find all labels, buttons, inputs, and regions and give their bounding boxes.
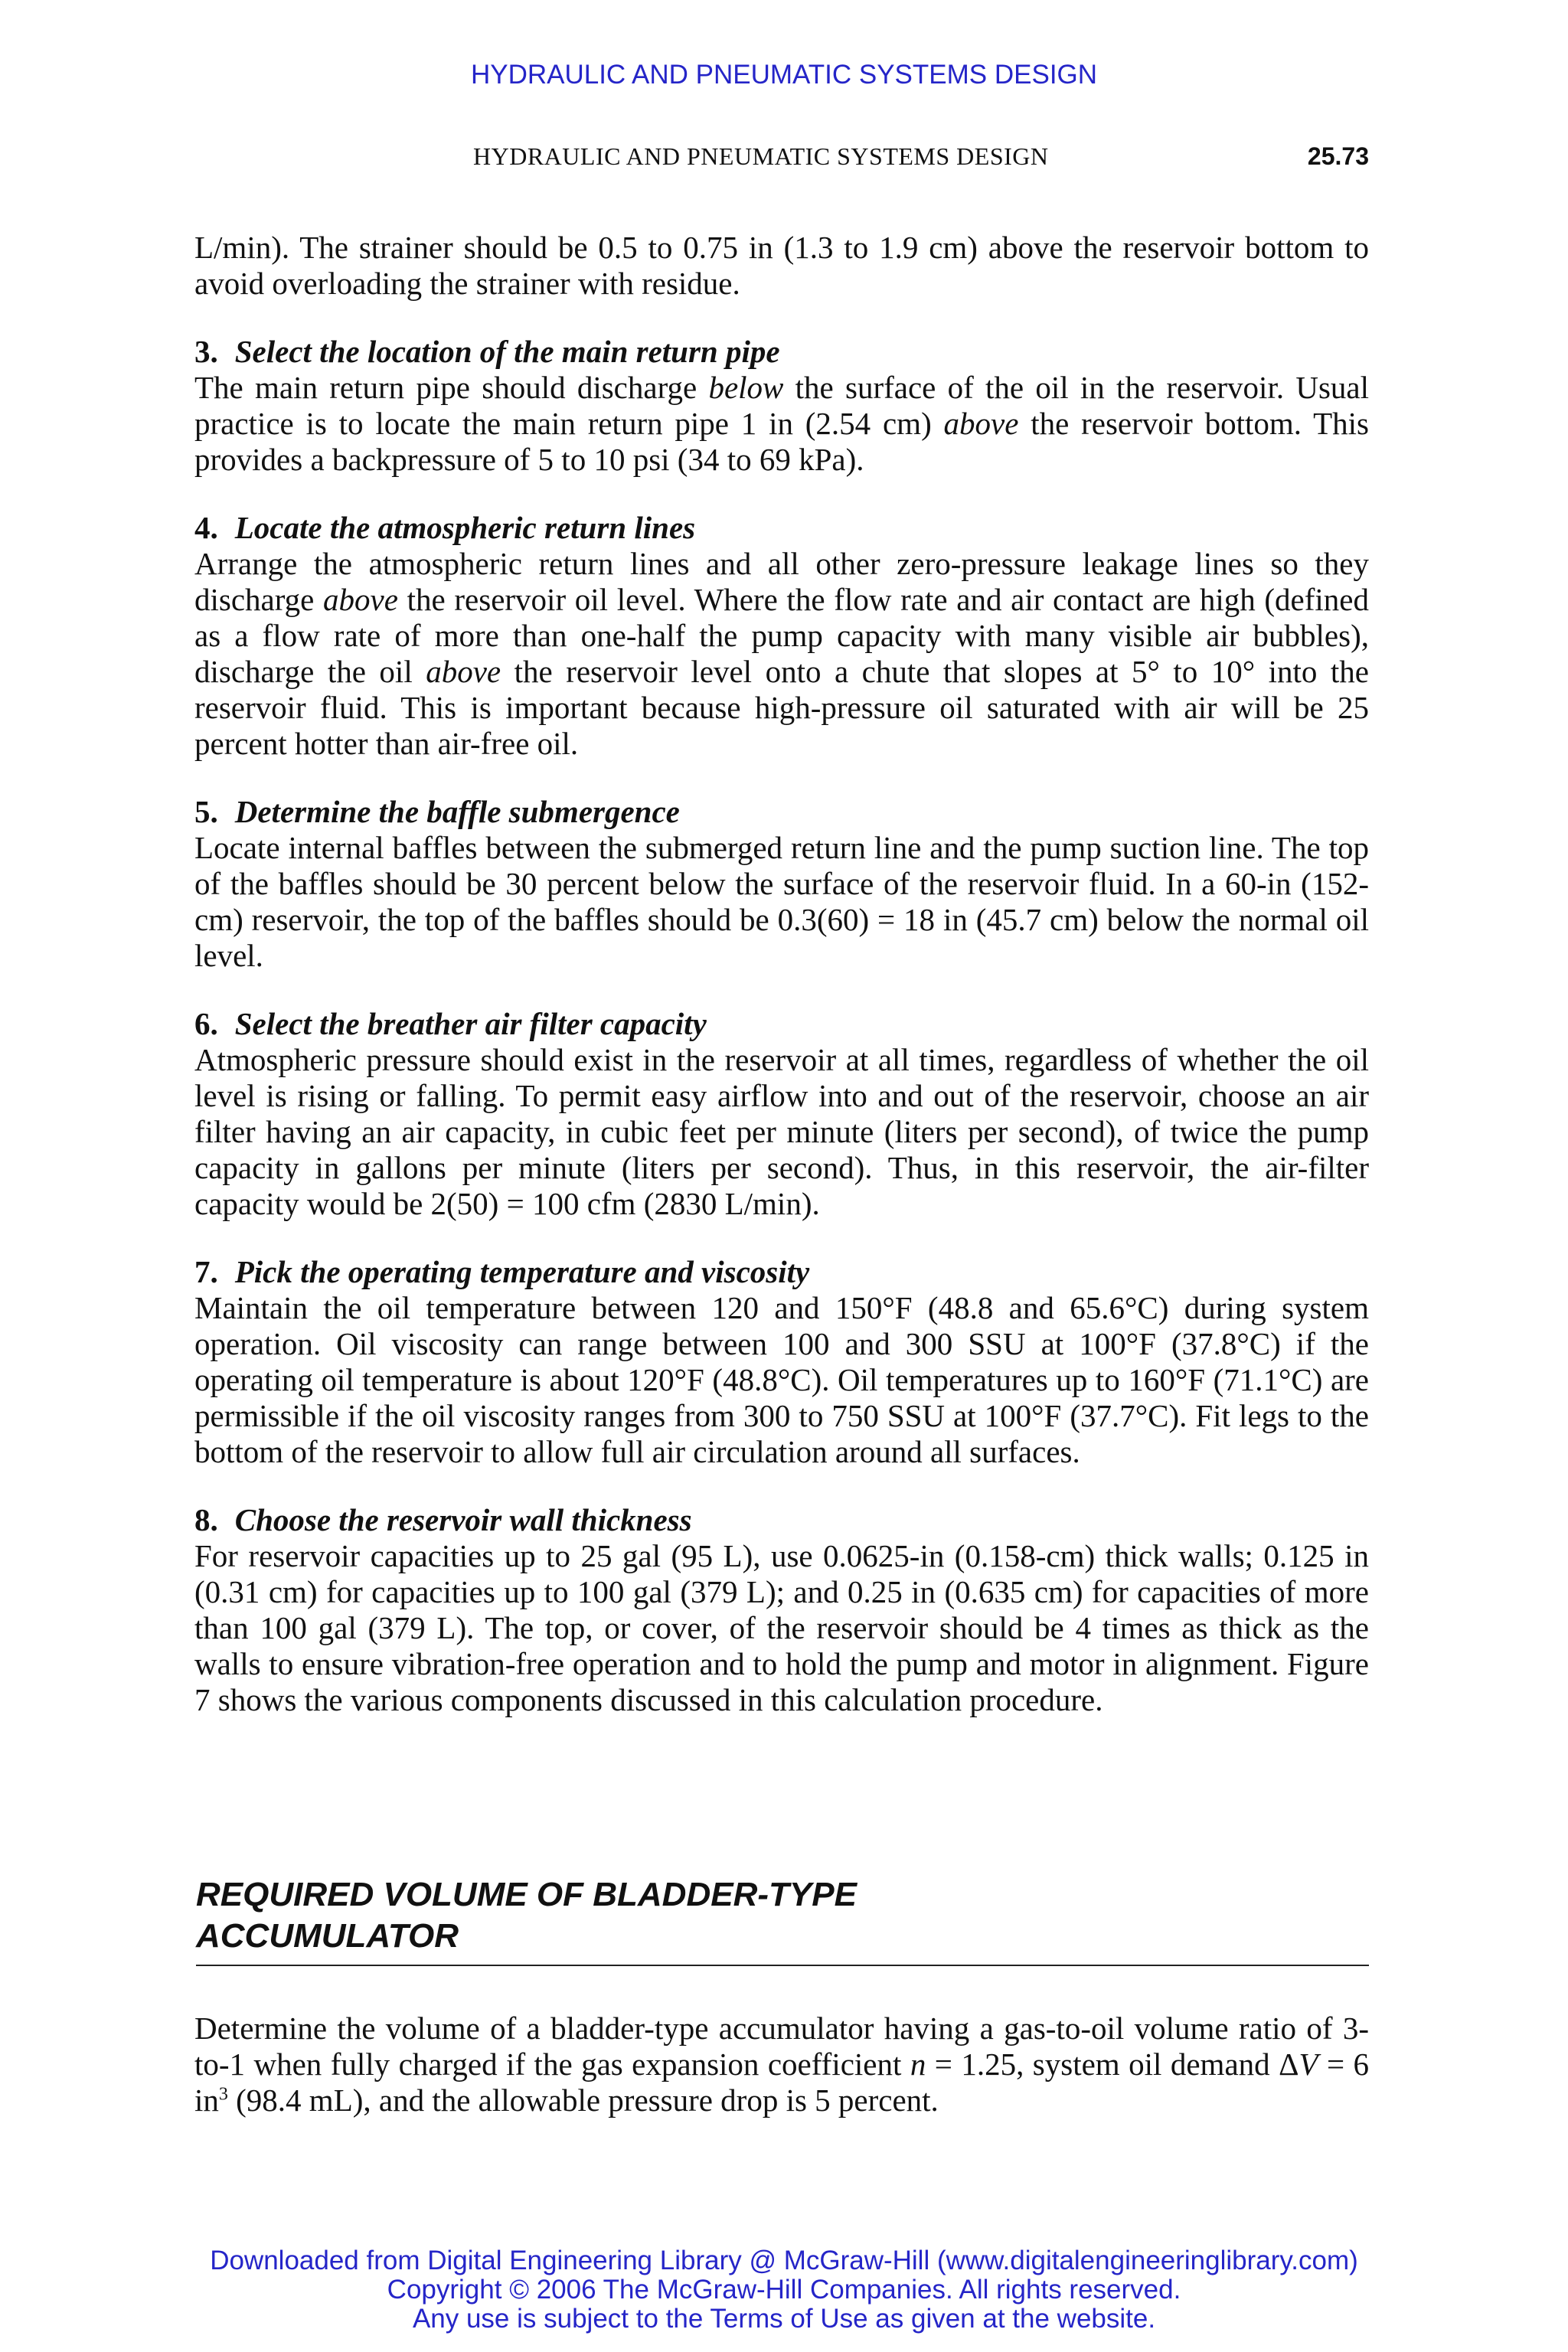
step-3 [194,334,1369,478]
step-title: Choose the reservoir wall thickness [234,1502,692,1537]
section-heading-line: ACCUMULATOR [196,1917,459,1955]
page-number: 25.73 [1307,142,1369,170]
section-heading-line: REQUIRED VOLUME OF BLADDER-TYPE [196,1876,857,1913]
step-number: 5. [194,794,218,829]
step-body [194,370,1369,478]
footer-copyright-link[interactable]: Copyright © 2006 The McGraw-Hill Companies. All rights reserved. [387,2275,1181,2305]
text-run: Determine the volume of a bladder-type accumulator having a gas-to-oil volume ratio of 3-to-1 when fully charged if the gas expansion coefficient [194,2011,1369,2082]
text-run: (98.4 mL), and the allowable pressure drop is 5 percent. [227,2082,939,2118]
continuation-paragraph: L/min). The strainer should be 0.5 to 0.75 in (1.3 to 1.9 cm) above the reservoir bottom to avoid overloading the strainer with residue. [194,230,1369,301]
step-number: 7. [194,1254,218,1289]
step-4 [194,510,1369,762]
emphasis: below [708,370,784,405]
step-number: 6. [194,1006,218,1041]
variable-v: V [1298,2047,1318,2082]
step-6 [194,1006,1369,1222]
step-7 [194,1254,1369,1470]
step-body: Locate internal baffles between the submerged return line and the pump suction line. The top of the baffles should be 30 percent below the surface of the reservoir fluid. In a 60-in (152-cm) reservoir, the top of the baffles should be 0.3(60) = 18 in (45.7 cm) below the normal oil level. [194,830,1369,973]
step-number: 4. [194,510,218,545]
step-8 [194,1502,1369,1718]
step-number: 3. [194,334,218,369]
emphasis: above [426,654,501,689]
running-head [194,142,1369,176]
step-heading [194,510,1369,546]
step-body: For reservoir capacities up to 25 gal (95 L), use 0.0625-in (0.158-cm) thick walls; 0.125 in (0.31 cm) for capacities up to 100 gal (379 L); and 0.25 in (0.635 cm) for capacities of more than 100 gal (379 L). The top, or cover, of the reservoir should be 4 times as thick as the walls to ensure vibration-free operation and to hold the pump and motor in alignment. Figure 7 shows the various components discussed in this calculation procedure. [194,1538,1369,1717]
top-title-link[interactable]: HYDRAULIC AND PNEUMATIC SYSTEMS DESIGN [470,60,1098,90]
step-heading [194,334,1369,370]
text-run: the reservoir level onto a chute that slopes at 5° to 10° into the reservoir fluid. This is important because high-pressure oil saturated with air will be 25 percent hotter than air-free oil. [194,654,1370,761]
footer-download-link[interactable]: Downloaded from Digital Engineering Library @ McGraw-Hill (www.digitalengineeringlibrary.com) [210,2246,1358,2275]
emphasis: above [323,582,398,617]
step-title: Locate the atmospheric return lines [234,510,696,545]
step-heading [194,794,1369,830]
footer-terms-link[interactable]: Any use is subject to the Terms of Use as given at the website. [412,2304,1156,2334]
step-title: Select the location of the main return pipe [234,334,780,369]
step-title: Pick the operating temperature and viscosity [234,1254,810,1289]
step-heading [194,1502,1369,1538]
text-run: the reservoir oil level. Where the flow rate and air contact are high (defined as a flow rate of more than one-half the pump capacity with many visible air bubbles), discharge the oil [194,582,1369,689]
variable-n: n [910,2047,926,2082]
step-body: Maintain the oil temperature between 120 and 150°F (48.8 and 65.6°C) during system operation. Oil viscosity can range between 100 and 300 SSU at 100°F (37.8°C) if the operating oil temperature is about 120°F (48.8°C). Oil temperatures up to 160°F (71.1°C) are permissible if the oil viscosity ranges from 300 to 750 SSU at 100°F (37.7°C). Fit legs to the bottom of the reservoir to allow full air circulation around all surfaces. [194,1290,1369,1469]
step-title: Select the breather air filter capacity [234,1006,707,1041]
text-run: = 6 in [194,2047,1370,2118]
running-head-title: HYDRAULIC AND PNEUMATIC SYSTEMS DESIGN [473,142,1049,170]
text-run: Arrange the atmospheric return lines and all other zero-pressure leakage lines so they discharge [194,546,1369,617]
step-5 [194,794,1369,974]
step-heading [194,1254,1369,1290]
text-run: = 1.25, system oil demand Δ [926,2047,1299,2082]
text-run: the surface of the oil in the reservoir. Usual practice is to locate the main return pipe 1 in (2.54 cm) [194,370,1369,441]
superscript: 3 [218,2084,228,2105]
step-body: Atmospheric pressure should exist in the reservoir at all times, regardless of whether the oil level is rising or falling. To permit easy airflow into and out of the reservoir, choose an air filter having an air capacity, in cubic feet per minute (liters per second), of twice the pump capacity in gallons per minute (liters per second). Thus, in this reservoir, the air-filter capacity would be 2(50) = 100 cfm (2830 L/min). [194,1042,1369,1221]
step-number: 8. [194,1502,218,1537]
step-body [194,546,1369,762]
emphasis: above [943,406,1019,441]
text-run: The main return pipe should discharge [194,370,709,405]
step-title: Determine the baffle submergence [234,794,680,829]
step-heading [194,1006,1369,1042]
body-text [194,230,1369,1718]
text-run: the reservoir bottom. This provides a backpressure of 5 to 10 psi (34 to 69 kPa). [194,406,1369,477]
section-heading [196,1874,1369,1966]
section-intro-paragraph [194,2011,1369,2118]
footer [0,2246,1568,2334]
